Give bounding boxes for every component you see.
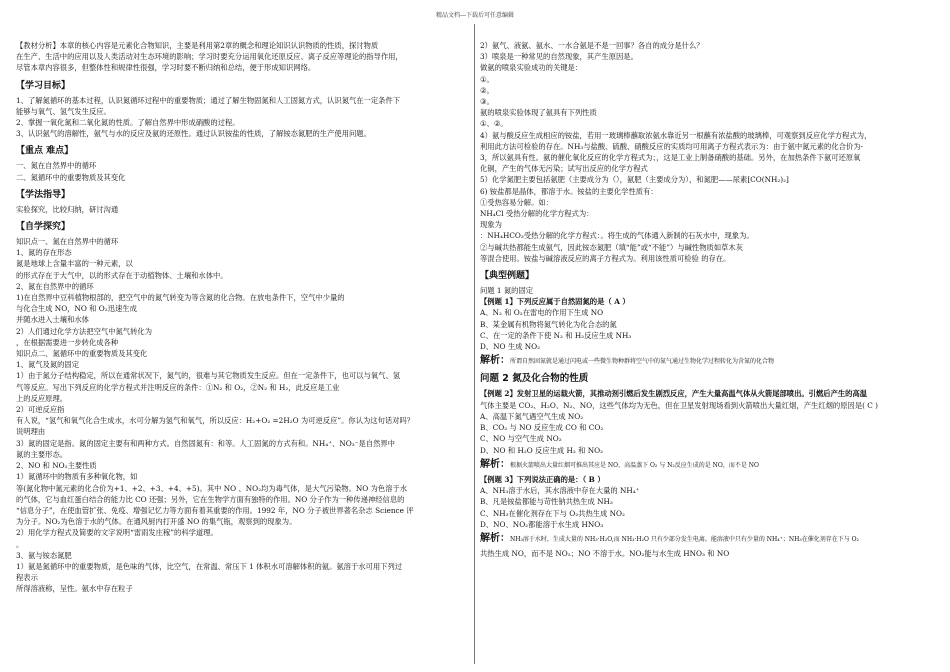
- text-line: 化铜，产生的气体无污染；试写出反应的化学方程式: [480, 164, 648, 174]
- text-line: ①受热容易分解。如：: [480, 197, 553, 207]
- text-line: A、NH₃溶于水后，其水溶液中存在大量的 NH₄⁺: [480, 486, 640, 496]
- left-column: [16, 40, 466, 595]
- text-line: 知识点二、氮循环中的重要物质及其变化: [16, 349, 148, 359]
- text-line: 气体主要是 CO₂、H₂O、N₂、NO，这些气体均为无色，但在卫星发射现场看到火箭喷出大量红烟，产生红烟的原因是( C ): [480, 400, 879, 410]
- analysis-paragraph: [480, 459, 935, 471]
- text-line: A、高温下氮气遇空气生成 NO₂: [480, 411, 584, 421]
- analysis-paragraph: [480, 355, 935, 367]
- column-divider: [474, 24, 475, 664]
- text-line: 问题 1 氮的固定: [480, 286, 534, 296]
- text-line: ③。: [480, 97, 494, 107]
- text-line: ①。: [480, 74, 494, 84]
- example-question: 【例题 3】下列说法正确的是：（ B ）: [480, 474, 605, 484]
- text-line: 。: [16, 539, 24, 549]
- example-question: 【例题 1】下列反应属于自然固氮的是（ A ）: [480, 297, 630, 307]
- text-line: 3、认识氨气的溶解性，氨气与水的反应及氨的还原性。通过认识铵盐的性质，了解铵态氮肥的生产使用问题。: [16, 129, 371, 139]
- text-line: 有人说，“氢气和氧气化合生成水，水可分解为氢气和氧气，所以反应：H₂+O₂ =2H₂O 为可逆反应”。你认为这句话对吗？: [16, 416, 415, 426]
- text-line: NH₄Cl 受热分解的化学方程式为：: [480, 209, 594, 219]
- text-line: 为分子。NO₂为色溶于水的气体。在通风厨内打开盛 NO 的集气瓶，观察到的现象为。: [16, 517, 297, 527]
- text-line: 1、氮的存在形态: [16, 248, 72, 258]
- section-heading: 【自学探究】: [16, 222, 71, 233]
- text-line: 共热生成 NO，而不是 NO₂；NO 不溶于水。NO₂能与水生成 HNO₃ 和 NO: [480, 549, 730, 559]
- text-line: C、在一定的条件下使 N₂ 和 H₂反应生成 NH₃: [480, 330, 632, 340]
- text-line: 现象为: [480, 220, 502, 230]
- text-line: 2）用化学方程式及简要的文字说明“雷雨发庄稼”的科学道理。: [16, 528, 218, 538]
- page-header: 精品文档---下载后可任意编辑: [435, 12, 515, 19]
- analysis-label: 解析：: [480, 532, 510, 544]
- text-line: 氨的喷泉实验体现了氨具有下列性质: [480, 108, 597, 118]
- text-line: 程表示: [16, 573, 38, 583]
- text-line: 2）氨气、液氨、氨水、一水合氨是不是一回事？各自的成分是什么？: [480, 41, 704, 50]
- text-line: 3）氮的固定是指。氮的固定主要有和两种方式。自然固氮有：和等。人工固氮的方式有和。NH₄⁺、NO₃⁻是自然界中: [16, 438, 395, 448]
- text-line: 与化合生成 NO，NO 和 O₂迅速生成: [16, 304, 137, 314]
- analysis-text: 根据火箭喷出大量红烟可推出其应是 NO，高温蒸下 O₂ 与 N₂反应生成的是 NO，而不是 NO: [510, 461, 759, 469]
- section-heading: 【重点 难点】: [16, 146, 74, 157]
- text-line: 上的反应原理。: [16, 393, 68, 403]
- text-line: 等混合使用。铵盐与碱溶液反应的离子方程式为。利用该性质可检验 的存在。: [480, 253, 731, 263]
- text-line: C、NO 与空气生成 NO₂: [480, 434, 562, 444]
- text-line: 2、NO 和 NO₂主要性质: [16, 461, 97, 471]
- text-line: ，在根据需要进一步转化成各种: [16, 337, 119, 347]
- text-line: 2）可逆反应指: [16, 405, 65, 415]
- text-line: 1）由于氮分子结构稳定，所以在通常状况下，氮气的，很难与其它物质发生反应。但在一定条件下，也可以与氧气、氢: [16, 371, 401, 381]
- text-line: 知识点一、氮在自然界中的循环: [16, 237, 119, 247]
- text-line: 气等反应。写出下列反应的化学方程式并注明反应的条件：①N₂ 和 O₂，②N₂ 和 H₂，此反应是工业: [16, 382, 340, 392]
- text-line: ②与碱共热都能生成氨气，因此铵态氮肥（填“能”或“不能”）与碱性物质如草木灰: [480, 242, 744, 252]
- text-line: 做氨的喷泉实验成功的关键是：: [480, 63, 583, 73]
- text-line: 实验探究，比较归纳，研讨沟通: [16, 204, 119, 214]
- text-line: ①、②。: [480, 119, 508, 129]
- example-question: 【例题 2】发射卫星的运载火箭，其推动剂引燃后发生剧烈反应，产生大量高温气体从火箭尾部喷出。引燃后产生的高温: [480, 389, 868, 399]
- analysis-text: 所谓自然固氮就是通过闪电或一些微生物种群将空气中的氮气通过生物化学过程转化为含氮的化合物: [510, 358, 775, 366]
- text-line: 1、氮气及氮的固定: [16, 360, 80, 370]
- text-line: A、N₂ 和 O₂在雷电的作用下生成 NO: [480, 308, 604, 318]
- text-line: 利用此方法可检验的存在。NH₃与盐酸、硫酸、硝酸反应的实质均可用离子方程式表示为：由于氨中氮元素的化合价为-: [480, 141, 863, 151]
- text-line: D、NO 和 H₂O 反应生成 H₂ 和 NO₂: [480, 445, 604, 455]
- section-heading: 【典型例题】: [480, 271, 535, 282]
- text-line: 2、掌握一氧化氮和二氧化氮的性质。了解自然界中形成硝酸的过程。: [16, 118, 240, 128]
- text-line: 3、氨与铵态氮肥: [16, 550, 72, 560]
- text-line: 尽管本章内容很多，但整体性和规律性很强，学习时要不断归纳和总结，便于形成知识网络。: [16, 63, 316, 73]
- text-line: 二、氮循环中的重要物质及其变化: [16, 172, 126, 182]
- text-line: B、CO₂ 与 NO 反应生成 CO 和 CO₂: [480, 423, 604, 433]
- text-line: “信息分子”，在使血管扩张、免疫、增强记忆力等方面有着其重要的作用。1992 年，NO 分子被世界著名杂志 Science 评: [16, 505, 414, 515]
- text-line: 2）人们通过化学方法把空气中氮气转化为: [16, 326, 152, 336]
- text-line: 一、氮在自然界中的循环: [16, 161, 97, 171]
- text-line: 所得溶液称，呈性。氨水中存在粒子: [16, 584, 133, 594]
- right-column: [480, 40, 935, 559]
- analysis-label: 解析：: [480, 355, 510, 367]
- text-line: 5）化学氮肥主要包括氨肥（主要成分为（），氨肥（主要成分为），和氮肥——尿素[CO(NH₂)₂]: [480, 175, 789, 185]
- text-line: 并随水进入土壤和水体: [16, 315, 89, 325]
- text-line: 2、氮在自然界中的循环: [16, 281, 94, 291]
- text-line: 【教材分析】本章的核心内容是元素化合物知识，主要是利用第2章的概念和理论知识认识物质的性质，探讨物质: [16, 41, 379, 50]
- text-line: 6) 铵盐都是晶体，都溶于水。铵盐的主要化学性质有：: [480, 186, 658, 196]
- section-heading: 【学法指导】: [16, 189, 71, 200]
- text-line: 等(氮化物中氮元素的化合价为+1、+2、+3、+4、+5)。其中 NO 、NO₂均为毒气体，是大气污染物。NO 为色溶于水: [16, 483, 408, 493]
- text-line: 1）氨是氮循环中的重要物质，是色味的气体，比空气，在常温、常压下 1 体积水可溶解体积的氨。氨溶于水可用下列过: [16, 561, 403, 571]
- analysis-text: NH₃溶于水时，生成大量的 NH₃·H₂O,而 NH₃·H₂O 只有少部分发生电离。能溶液中只有少量的 NH₄⁺；NH₃在催化剂存在下与 O₂: [510, 535, 859, 543]
- text-line: 能够与氧气、氢气发生反应。: [16, 106, 111, 116]
- text-line: D、NO 生成 NO₂: [480, 342, 541, 352]
- text-line: 氮是地球上含量丰富的一种元素，以: [16, 259, 133, 269]
- text-line: B、某金属有机物将氮气转化为化合态的氮: [480, 319, 617, 329]
- section-heading: 【学习目标】: [16, 80, 71, 91]
- text-line: ②。: [480, 85, 494, 95]
- text-line: C、NH₃在催化剂存在下与 O₂共热生成 NO₂: [480, 508, 625, 518]
- text-line: 3，所以氨具有性。氨的催化氧化反应的化学方程式为；，这是工业上制备硝酸的基础。另外，在加热条件下氨可还原氧: [480, 153, 861, 163]
- text-line: 1）氮循环中的物质有多种氧化物，如: [16, 472, 138, 482]
- text-line: 在生产、生活中的应用以及人类活动对生态环境的影响；学习时要充分运用氧化还原反应、离子反应等理论的指导作用，: [16, 52, 403, 62]
- problem-heading: 问题 2 氮及化合物的性质: [480, 373, 589, 385]
- text-line: D、NO、NO₂都能溶于水生成 HNO₃: [480, 519, 604, 529]
- text-line: 氮的主要形态。: [16, 449, 68, 459]
- text-line: B、凡是铵盐都能与苛性钠共热生成 NH₃: [480, 497, 613, 507]
- text-line: 4）氨与酸反应生成相应的铵盐，若用一玻璃棒蘸取浓氨水靠近另一根蘸有浓盐酸的玻璃棒，可观察到反应化学方程式为，: [480, 130, 872, 140]
- text-line: ：NH₄HCO₃受热分解的化学方程式：。将生成的气体通入新制的石灰水中，现象为。: [480, 231, 754, 241]
- analysis-label: 解析：: [480, 458, 510, 470]
- text-line: 1)在自然界中豆科植物根部的，把空气中的氮气转变为等含氮的化合物。在放电条件下，空气中少量的: [16, 293, 345, 303]
- text-line: 的气体，它与血红蛋白结合的能力比 CO 还强；另外，它在生物学方面有独特的作用。NO 分子作为一种传递神经信息的: [16, 494, 405, 504]
- text-line: 3）喷泉是一种常见的自然现象，其产生原因是。: [480, 52, 638, 62]
- text-line: 1、了解氮循环的基本过程，认识氮循环过程中的重要物质；通过了解生物固氮和人工固氮方式，认识氮气在一定条件下: [16, 95, 401, 105]
- analysis-paragraph: [480, 533, 935, 545]
- text-line: 的形式存在于大气中，以的形式存在于动植物体、土壤和水体中。: [16, 270, 228, 280]
- text-line: 说明理由: [16, 427, 46, 437]
